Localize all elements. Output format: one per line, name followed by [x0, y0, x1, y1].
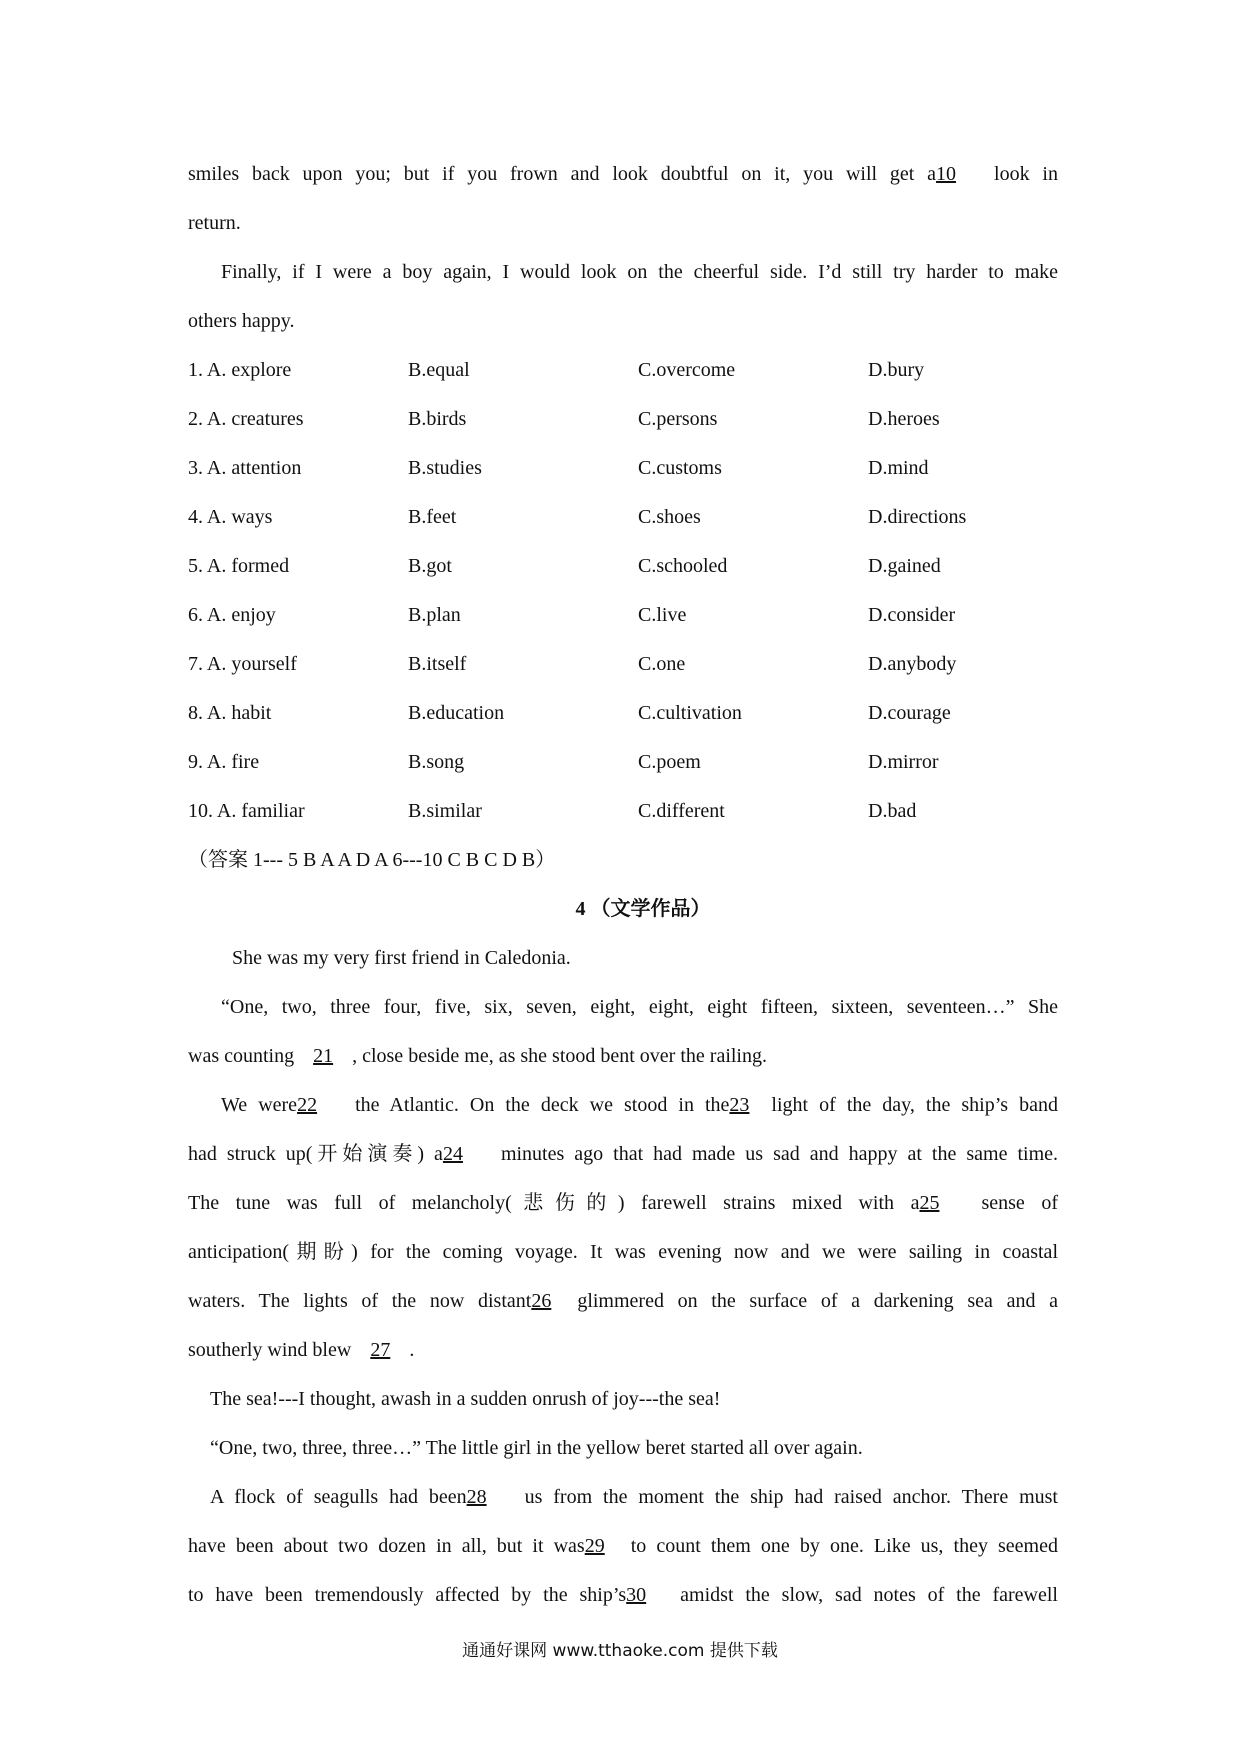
passage3-line: return.: [188, 212, 241, 234]
option-a: 9. A. fire: [188, 751, 260, 773]
option-c: C.overcome: [638, 359, 736, 381]
text: light of the day, the ship’s band: [771, 1094, 1058, 1116]
option-row: [188, 542, 1058, 591]
text: amidst the slow, sad notes of the farewell: [680, 1584, 1058, 1606]
text: minutes ago that had made us sad and happy at the same time.: [500, 1143, 1058, 1165]
document-page: [188, 150, 1058, 1620]
passage3-line: [188, 150, 1058, 199]
option-b: B.itself: [408, 653, 467, 675]
passage4-line: [188, 1032, 1058, 1081]
passage4-line: [188, 1571, 1058, 1620]
text: , close beside me, as she stood bent over the railing.: [352, 1045, 767, 1067]
section-heading: 4 （文学作品）: [575, 898, 711, 920]
option-b: B.got: [408, 555, 452, 577]
option-b: B.song: [408, 751, 465, 773]
option-c: C.persons: [638, 408, 718, 430]
text: .: [409, 1339, 415, 1361]
passage4-line: [188, 1277, 1058, 1326]
passage4-line: The sea!---I thought, awash in a sudden onrush of joy---the sea!: [210, 1388, 721, 1410]
text: The tune was full of melancholy(悲伤的) farewell strains mixed with a: [188, 1192, 920, 1214]
option-d: D.bury: [868, 359, 925, 381]
blank-24: 24: [442, 1143, 463, 1165]
option-d: D.anybody: [868, 653, 957, 675]
passage4-line: [188, 1326, 1058, 1375]
page-footer: 通通好课网 www.tthaoke.com 提供下载: [462, 1641, 778, 1661]
text: look in: [994, 163, 1058, 185]
option-a: 1. A. explore: [188, 359, 292, 381]
option-row: [188, 787, 1058, 836]
blank-26: 26: [531, 1290, 552, 1312]
text: to count them one by one. Like us, they seemed: [630, 1535, 1058, 1557]
option-c: C.customs: [638, 457, 722, 479]
option-row: [188, 738, 1058, 787]
option-c: C.cultivation: [638, 702, 742, 724]
passage4-line: [188, 1179, 1058, 1228]
text: have been about two dozen in all, but it was: [188, 1535, 585, 1557]
option-a: 5. A. formed: [188, 555, 290, 577]
passage4-line: anticipation(期盼) for the coming voyage. It was evening now and we were sailing in coastal: [188, 1241, 1058, 1263]
option-c: C.different: [638, 800, 725, 822]
option-d: D.consider: [868, 604, 956, 626]
text: us from the moment the ship had raised anchor. There must: [524, 1486, 1058, 1508]
option-d: D.mind: [868, 457, 929, 479]
text: to have been tremendously affected by the ship’s: [188, 1584, 627, 1606]
option-d: D.mirror: [868, 751, 939, 773]
blank-28: 28: [466, 1486, 487, 1508]
option-b: B.studies: [408, 457, 482, 479]
option-c: C.poem: [638, 751, 701, 773]
option-row: [188, 689, 1058, 738]
passage4-line: She was my very first friend in Caledonia.: [232, 947, 571, 969]
text: smiles back upon you; but if you frown and look doubtful on it, you will get a: [188, 163, 937, 185]
option-a: 7. A. yourself: [188, 653, 297, 675]
passage3-line: others happy.: [188, 310, 295, 332]
passage4-line: [188, 1081, 1058, 1130]
option-a: 2. A. creatures: [188, 408, 304, 430]
text: the Atlantic. On the deck we stood in the: [355, 1094, 730, 1116]
options-list: [188, 346, 1058, 836]
text: A flock of seagulls had been: [210, 1486, 467, 1508]
option-b: B.education: [408, 702, 505, 724]
passage3-line: Finally, if I were a boy again, I would look on the cheerful side. I’d still try harder to make: [221, 261, 1058, 283]
text: We were: [221, 1094, 298, 1116]
option-a: 6. A. enjoy: [188, 604, 276, 626]
option-a: 3. A. attention: [188, 457, 302, 479]
passage4-line: “One, two, three four, five, six, seven, eight, eight, eight fifteen, sixteen, seventeen…” She: [221, 996, 1058, 1018]
option-row: [188, 591, 1058, 640]
option-b: B.similar: [408, 800, 482, 822]
blank-29: 29: [584, 1535, 605, 1557]
option-c: C.one: [638, 653, 686, 675]
option-row: [188, 395, 1058, 444]
passage4-line: [188, 1473, 1058, 1522]
option-row: [188, 444, 1058, 493]
option-d: D.heroes: [868, 408, 940, 430]
blank-25: 25: [919, 1192, 940, 1214]
option-a: 4. A. ways: [188, 506, 273, 528]
option-b: B.birds: [408, 408, 467, 430]
blank-21: 21: [313, 1045, 334, 1067]
option-d: D.gained: [868, 555, 941, 577]
text: waters. The lights of the now distant: [188, 1290, 532, 1312]
blank-27: 27: [370, 1339, 391, 1361]
option-row: [188, 493, 1058, 542]
option-c: C.shoes: [638, 506, 701, 528]
blank-23: 23: [729, 1094, 750, 1116]
passage4-line: “One, two, three, three…” The little girl in the yellow beret started all over again.: [210, 1437, 863, 1459]
option-d: D.courage: [868, 702, 951, 724]
text: southerly wind blew: [188, 1339, 352, 1361]
option-a: 10. A. familiar: [188, 800, 305, 822]
text: glimmered on the surface of a darkening sea and a: [577, 1290, 1059, 1312]
option-b: B.equal: [408, 359, 470, 381]
blank-30: 30: [626, 1584, 647, 1606]
option-b: B.plan: [408, 604, 461, 626]
passage4-line: [188, 1130, 1058, 1179]
blank-10: 10: [936, 163, 957, 185]
answer-key: （答案 1--- 5 B A A D A 6---10 C B C D B）: [188, 849, 556, 871]
option-row: [188, 346, 1058, 395]
option-c: C.live: [638, 604, 687, 626]
option-row: [188, 640, 1058, 689]
text: was counting: [188, 1045, 295, 1067]
text: had struck up(开始演奏) a: [188, 1143, 443, 1165]
option-a: 8. A. habit: [188, 702, 272, 724]
option-c: C.schooled: [638, 555, 728, 577]
option-d: D.directions: [868, 506, 967, 528]
text: sense of: [981, 1192, 1058, 1214]
blank-22: 22: [297, 1094, 318, 1116]
option-b: B.feet: [408, 506, 457, 528]
option-d: D.bad: [868, 800, 917, 822]
passage4-line: [188, 1522, 1058, 1571]
